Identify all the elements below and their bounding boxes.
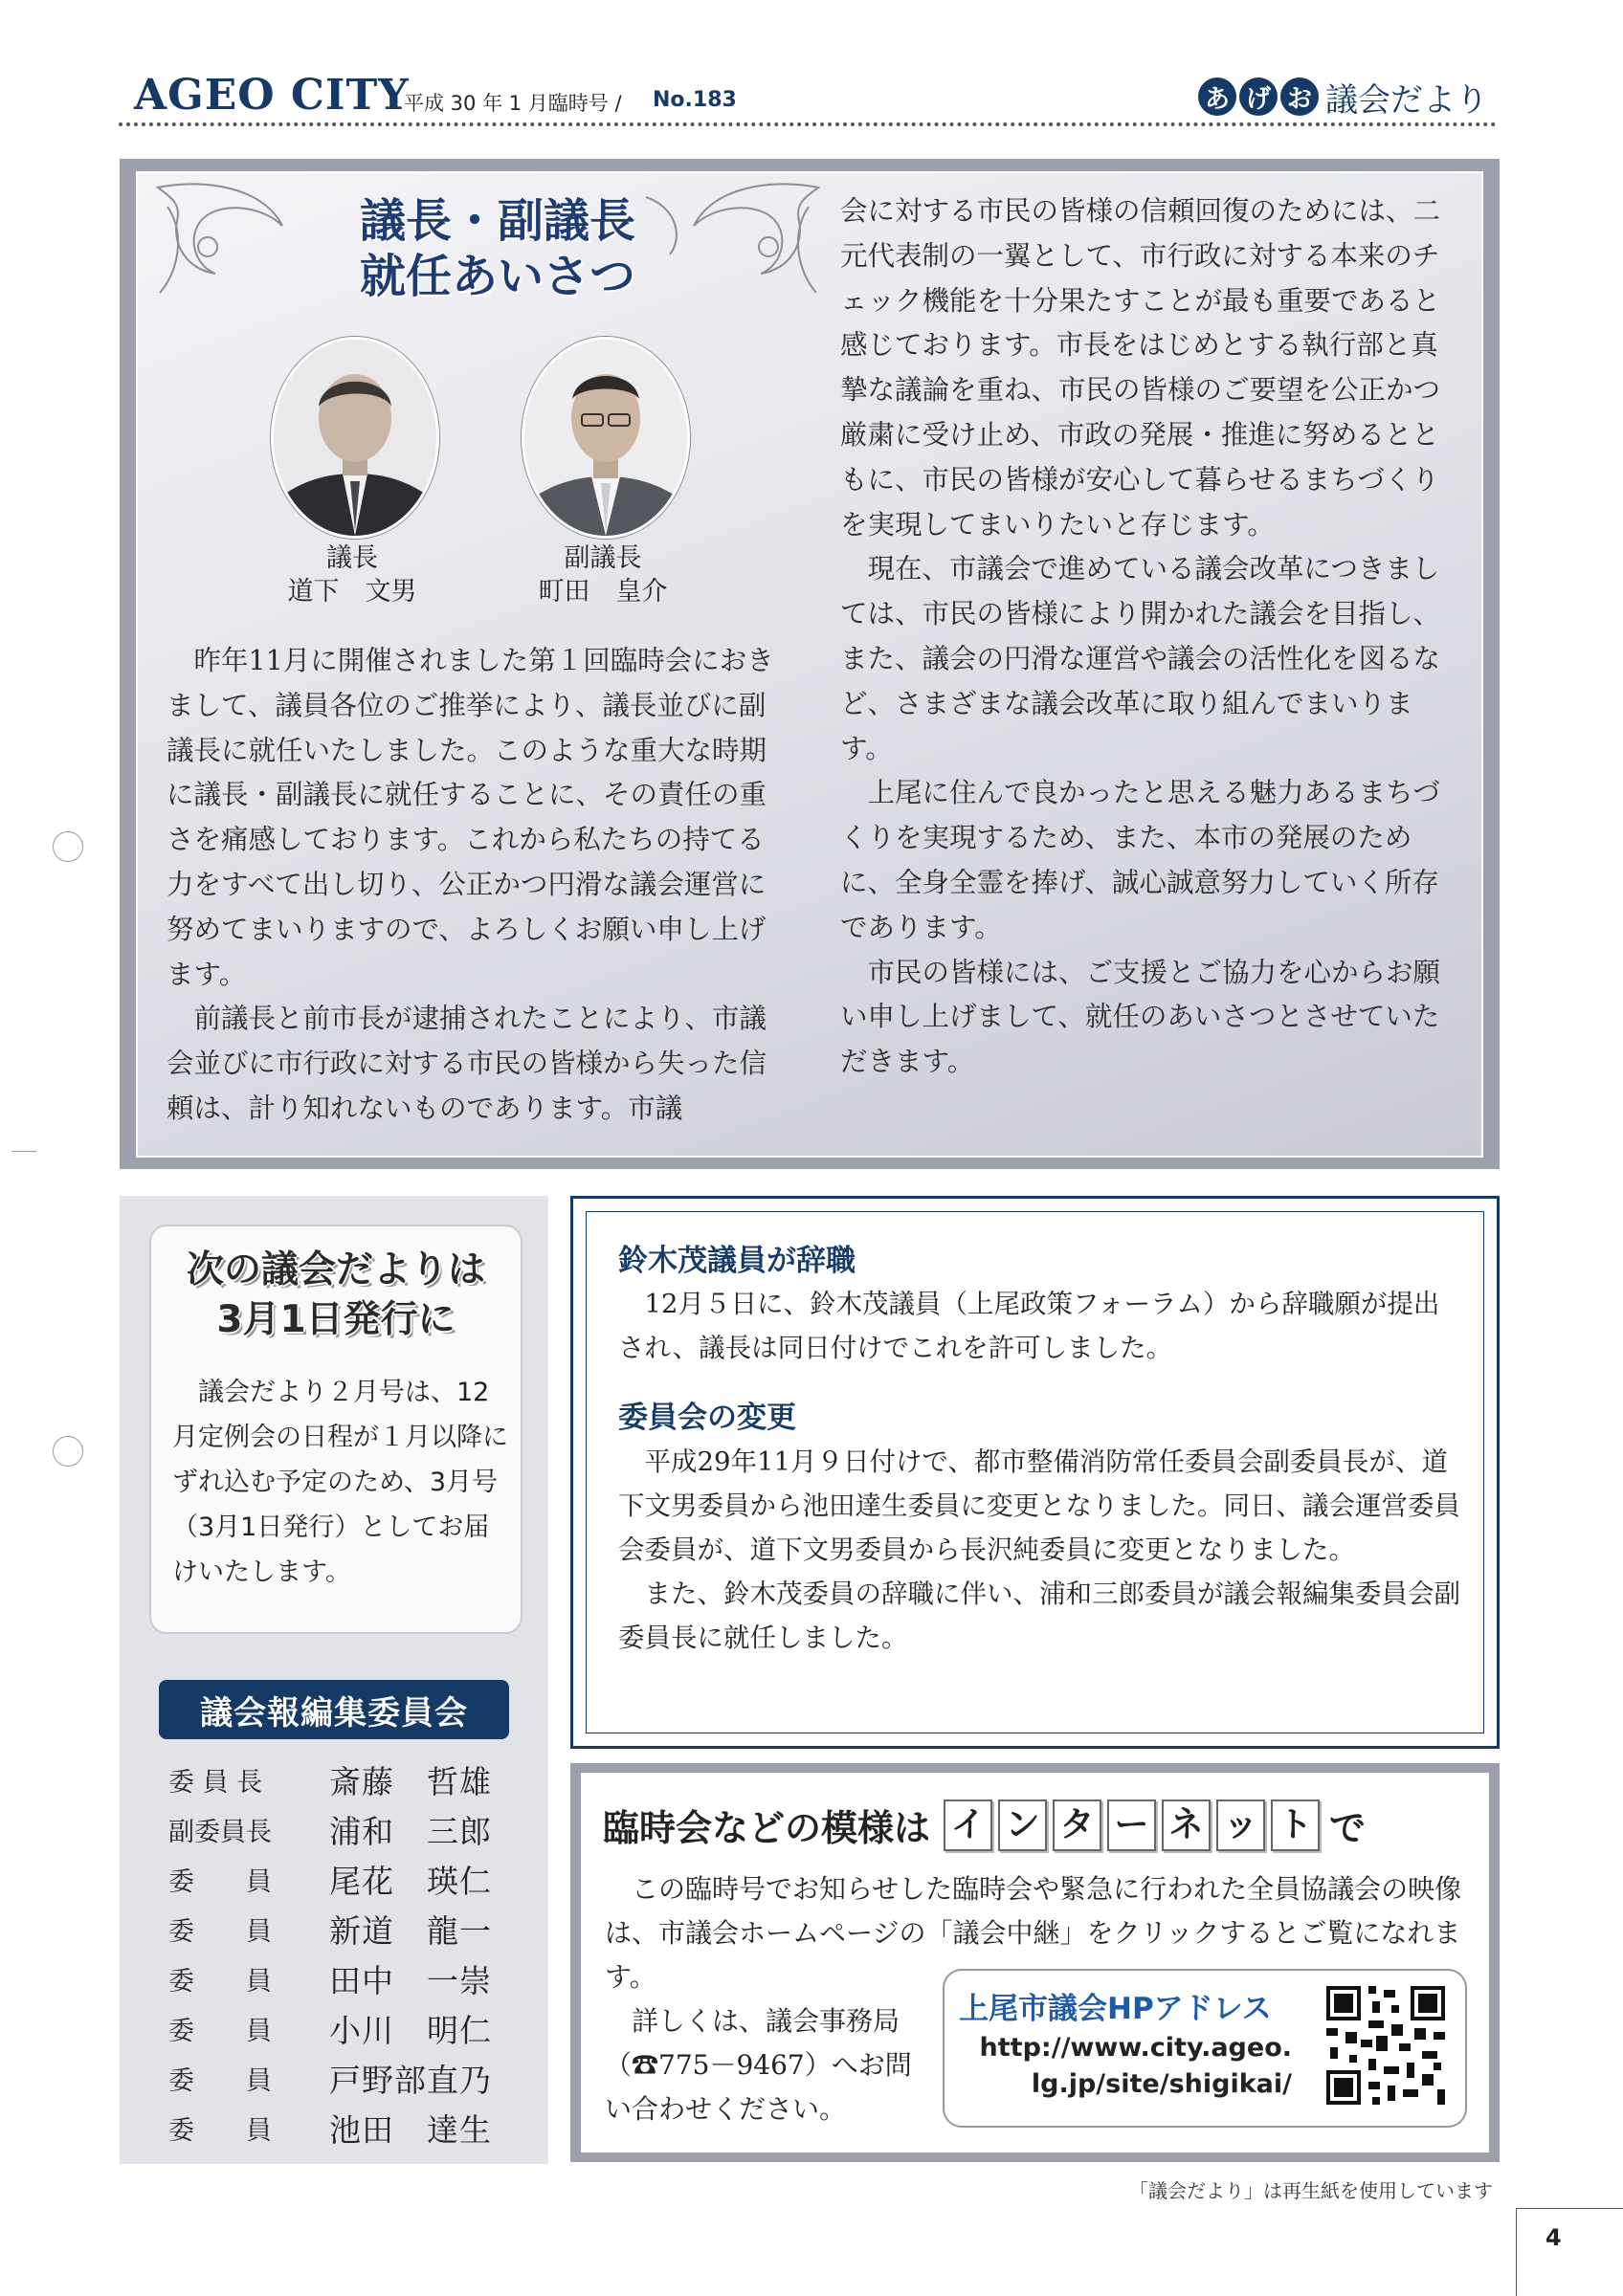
logo-char-ge: げ bbox=[1239, 77, 1278, 116]
chair-role: 議長 bbox=[326, 543, 378, 573]
issue-label: 平成 30 年 1 月臨時号 / bbox=[404, 92, 622, 115]
newsletter-logo bbox=[1198, 73, 1488, 121]
next-issue-text: 議会だより２月号は、12月定例会の日程が１月以降にずれ込む予定のため、3月号（3月1日発行）としてお届けいたします。 bbox=[172, 1378, 508, 1587]
greeting-paragraph: 会に対する市民の皆様の信頼回復のためには、二元代表制の一翼として、市行政に対する本来のチェック機能を十分果たすことが最も重要であると感じております。市長をはじめとする執行部と真摯な議論を重ね、市民の皆様のご要望を公正かつ厳粛に受け止め、市政の発展・推進に努めるとともに、市民の皆様が安心して暮らせるまちづくりを実現してまいりたいと存じます。 bbox=[840, 195, 1441, 541]
committee-list bbox=[168, 1755, 513, 2152]
greeting-title-line2: 就任あいさつ bbox=[359, 250, 635, 303]
title-char-box: ト bbox=[1271, 1799, 1320, 1851]
member-name: 田中 一崇 bbox=[329, 1961, 492, 1999]
title-char-box: イ bbox=[944, 1799, 992, 1851]
greeting-text-left bbox=[167, 639, 787, 1132]
greeting-paragraph: 市民の皆様には、ご支援とご協力を心からお願い申し上げまして、就任のあいさつとさせていただきます。 bbox=[840, 956, 1441, 1078]
header-dotted-rule bbox=[119, 122, 1497, 126]
greeting-paragraph: 上尾に住んで良かったと思える魅力あるまちづくりを実現するため、また、本市の発展のために、全身全霊を捧げ、誠心誠意努力していく所存であります。 bbox=[840, 777, 1440, 943]
member-role: 委 員 bbox=[168, 1866, 272, 1897]
title-char-box: ー bbox=[1107, 1799, 1156, 1851]
vice-chair-photo-icon bbox=[524, 340, 687, 536]
greeting-paragraph: 昨年11月に開催されました第１回臨時会におきまして、議員各位のご推挙により、議長並びに副議長に就任いたしました。このような重大な時期に議長・副議長に就任することに、その責任の重さを痛感しております。これから私たちの持てる力をすべて出し切り、公正かつ円滑な議会運営に努めてまいりますので、よろしくお願い申し上げます。 bbox=[167, 645, 774, 990]
committee-member bbox=[168, 1804, 513, 1854]
greeting-paragraph: 前議長と前市長が逮捕されたことにより、市議会並びに市行政に対する市民の皆様から失った信頼は、計り知れないものであります。市議 bbox=[167, 1003, 767, 1124]
internet-body-text: この臨時号でお知らせした臨時会や緊急に行われた全員協議会の映像は、市議会ホームページの「議会中継」をクリックするとご覧になれます。 bbox=[605, 1873, 1462, 1993]
greeting-paragraph: 現在、市議会で進めている議会改革につきましては、市民の皆様により開かれた議会を目指し、また、議会の円滑な運営や議会の活性化を図るなど、さまざまな議会改革に取り組んでまいります。 bbox=[840, 553, 1441, 764]
resignation-heading: 鈴木茂議員が辞職 bbox=[618, 1244, 856, 1278]
resignation-body bbox=[618, 1282, 1460, 1370]
member-role: 副委員長 bbox=[168, 1817, 272, 1847]
member-name: 池田 達生 bbox=[329, 2110, 492, 2149]
title-char-box: ン bbox=[998, 1799, 1047, 1851]
title-char-box: ネ bbox=[1162, 1799, 1211, 1851]
next-issue-title-line1: 次の議会だよりは bbox=[186, 1248, 485, 1292]
next-issue-body bbox=[172, 1370, 509, 1595]
internet-contact bbox=[605, 1999, 930, 2131]
member-role: 委 員 bbox=[168, 2016, 272, 2046]
logo-char-a: あ bbox=[1198, 77, 1236, 116]
greeting-title bbox=[287, 193, 708, 304]
next-issue-title-line2: 3月1日発行に bbox=[216, 1298, 456, 1341]
committee-change-text: また、鈴木茂委員の辞職に伴い、浦和三郎委員が議会報編集委員会副委員長に就任しました。 bbox=[618, 1578, 1460, 1653]
chair-photo-icon bbox=[274, 340, 436, 536]
recycled-paper-note: 「議会だより」は再生紙を使用しています bbox=[1129, 2179, 1493, 2202]
member-role: 委 員 長 bbox=[168, 1767, 263, 1798]
page-number: 4 bbox=[1516, 2208, 1623, 2296]
member-role: 委 員 bbox=[168, 2065, 272, 2096]
homepage-url-line2[interactable]: lg.jp/site/shigikai/ bbox=[1031, 2069, 1292, 2099]
vice-chair-name: 町田 皇介 bbox=[538, 577, 668, 607]
homepage-title: 上尾市議会HPアドレス bbox=[959, 1992, 1272, 2026]
brand-title: AGEO CITY bbox=[134, 71, 410, 120]
next-issue-title bbox=[149, 1246, 522, 1345]
vice-chair-portrait bbox=[522, 337, 690, 539]
internet-title-suffix: で bbox=[1329, 1807, 1367, 1849]
committee-change-text: 平成29年11月９日付けで、都市整備消防常任委員会副委員長が、道下文男委員から池田達生委員に変更となりました。同日、議会運営委員会委員が、道下文男委員から長沢純委員に変更となりました。 bbox=[618, 1446, 1460, 1565]
committee-change-body bbox=[618, 1440, 1460, 1660]
chair-name: 道下 文男 bbox=[287, 577, 417, 607]
committee-heading: 議会報編集委員会 bbox=[159, 1680, 509, 1739]
greeting-title-line1: 議長・副議長 bbox=[359, 194, 635, 248]
member-name: 浦和 三郎 bbox=[329, 1812, 492, 1850]
flourish-left-icon bbox=[148, 178, 292, 302]
issue-number: No.183 bbox=[653, 88, 737, 112]
committee-member bbox=[168, 1954, 513, 2003]
greeting-text-right bbox=[840, 189, 1462, 1085]
committee-member bbox=[168, 1904, 513, 1954]
chair-portrait bbox=[271, 337, 439, 539]
logo-char-o: お bbox=[1280, 77, 1319, 116]
member-name: 新道 龍一 bbox=[329, 1911, 492, 1950]
punch-hole-top bbox=[53, 831, 83, 862]
member-role: 委 員 bbox=[168, 1966, 272, 1997]
chair-caption bbox=[247, 541, 457, 608]
member-name: 斎藤 哲雄 bbox=[329, 1762, 492, 1800]
homepage-url[interactable] bbox=[957, 2030, 1292, 2103]
member-name: 小川 明仁 bbox=[329, 2011, 492, 2049]
committee-member bbox=[168, 1755, 513, 1804]
member-name: 戸野部直乃 bbox=[329, 2061, 492, 2099]
vice-chair-caption bbox=[498, 541, 708, 608]
vice-chair-role: 副議長 bbox=[564, 543, 642, 573]
member-role: 委 員 bbox=[168, 2115, 272, 2146]
internet-contact-text: 詳しくは、議会事務局（☎775－9467）へお問い合わせください。 bbox=[605, 2005, 912, 2125]
member-name: 尾花 瑛仁 bbox=[329, 1862, 492, 1900]
margin-tick bbox=[11, 1151, 36, 1152]
member-role: 委 員 bbox=[168, 1916, 272, 1947]
title-char-box: タ bbox=[1053, 1799, 1101, 1851]
committee-change-heading: 委員会の変更 bbox=[618, 1401, 796, 1435]
committee-member bbox=[168, 2103, 513, 2152]
committee-member bbox=[168, 1854, 513, 1904]
homepage-url-line1[interactable]: http://www.city.ageo. bbox=[979, 2033, 1292, 2063]
committee-member bbox=[168, 2003, 513, 2053]
logo-text: 議会だより bbox=[1325, 80, 1488, 120]
resignation-text: 12月５日に、鈴木茂議員（上尾政策フォーラム）から辞職願が提出され、議長は同日付けでこれを許可しました。 bbox=[618, 1289, 1440, 1363]
internet-title bbox=[603, 1799, 1366, 1851]
internet-title-prefix: 臨時会などの模様は bbox=[603, 1807, 931, 1849]
committee-member bbox=[168, 2053, 513, 2103]
qr-code-icon bbox=[1323, 1982, 1449, 2108]
punch-hole-bottom bbox=[53, 1436, 83, 1467]
title-char-box: ッ bbox=[1216, 1799, 1265, 1851]
